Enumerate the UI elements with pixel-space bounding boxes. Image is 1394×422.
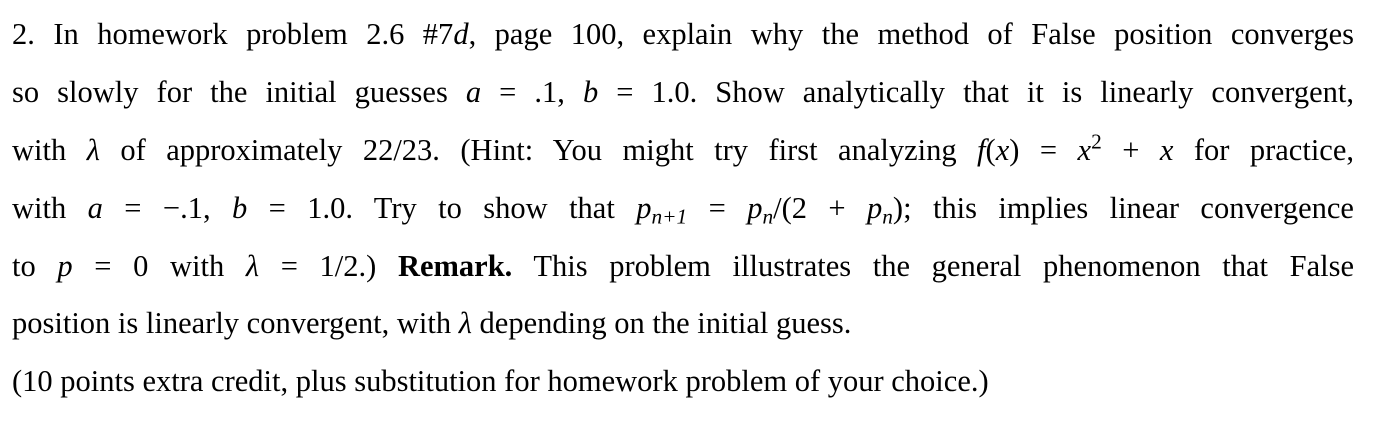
math-variable: b (231, 191, 248, 225)
text-segment: (10 points extra credit, plus substitution for homework problem of your choice.) (12, 364, 989, 398)
problem-line-2 (12, 72, 1354, 112)
text-segment: to (12, 249, 58, 283)
problem-line-6 (12, 303, 1354, 343)
text-segment: ); this implies linear convergence (892, 191, 1354, 225)
math-variable: x (1159, 133, 1174, 167)
math-variable: b (582, 75, 599, 109)
text-segment: + (1101, 133, 1160, 167)
text-segment: = 1/2.) (259, 249, 398, 283)
math-subscript: n (882, 204, 893, 229)
text-segment: = .1, (481, 75, 583, 109)
text-segment: ( (985, 133, 996, 167)
math-variable: a (87, 191, 103, 225)
text-segment: depending on the initial guess. (471, 306, 852, 340)
text-segment: ) = (1009, 133, 1078, 167)
text-segment: with (12, 191, 88, 225)
text-segment: , page 100, explain why the method of False position converges (468, 17, 1354, 51)
problem-line-1 (12, 14, 1354, 54)
text-segment: = (687, 191, 748, 225)
text-segment: = 0 with (72, 249, 246, 283)
text-segment: position is linearly convergent, with (12, 306, 459, 340)
math-variable: p (867, 191, 883, 225)
text-segment: = −.1, (102, 191, 232, 225)
math-exponent: 2 (1091, 129, 1102, 154)
text-segment: = 1.0. Show analytically that it is linearly convergent, (598, 75, 1354, 109)
math-symbol: λ (245, 249, 260, 283)
text-segment: This problem illustrates the general phenomenon that False (512, 249, 1354, 283)
math-subscript: n+1 (651, 204, 688, 229)
math-variable: p (57, 249, 73, 283)
text-segment: = 1.0. Try to show that (247, 191, 637, 225)
problem-line-4 (12, 188, 1354, 228)
text-segment: with (12, 133, 87, 167)
math-variable: f (977, 133, 986, 167)
math-variable: a (465, 75, 482, 109)
math-symbol: λ (458, 306, 472, 340)
math-variable: d (453, 17, 469, 51)
extra-credit-note (12, 361, 1354, 401)
text-segment: for practice, (1173, 133, 1354, 167)
math-variable: x (995, 133, 1010, 167)
text-segment: of approximately 22/23. (Hint: You might try first analyzing (99, 133, 978, 167)
problem-line-5 (12, 246, 1354, 286)
text-segment: /(2 + (773, 191, 867, 225)
math-variable: p (636, 191, 652, 225)
remark-label: Remark. (397, 249, 513, 283)
math-subscript: n (762, 204, 774, 229)
math-symbol: λ (86, 133, 100, 167)
math-variable: p (747, 191, 763, 225)
math-variable: x (1077, 133, 1092, 167)
problem-line-3 (12, 130, 1354, 170)
text-segment: 2. In homework problem 2.6 #7 (12, 17, 454, 51)
text-segment: so slowly for the initial guesses (12, 75, 466, 109)
